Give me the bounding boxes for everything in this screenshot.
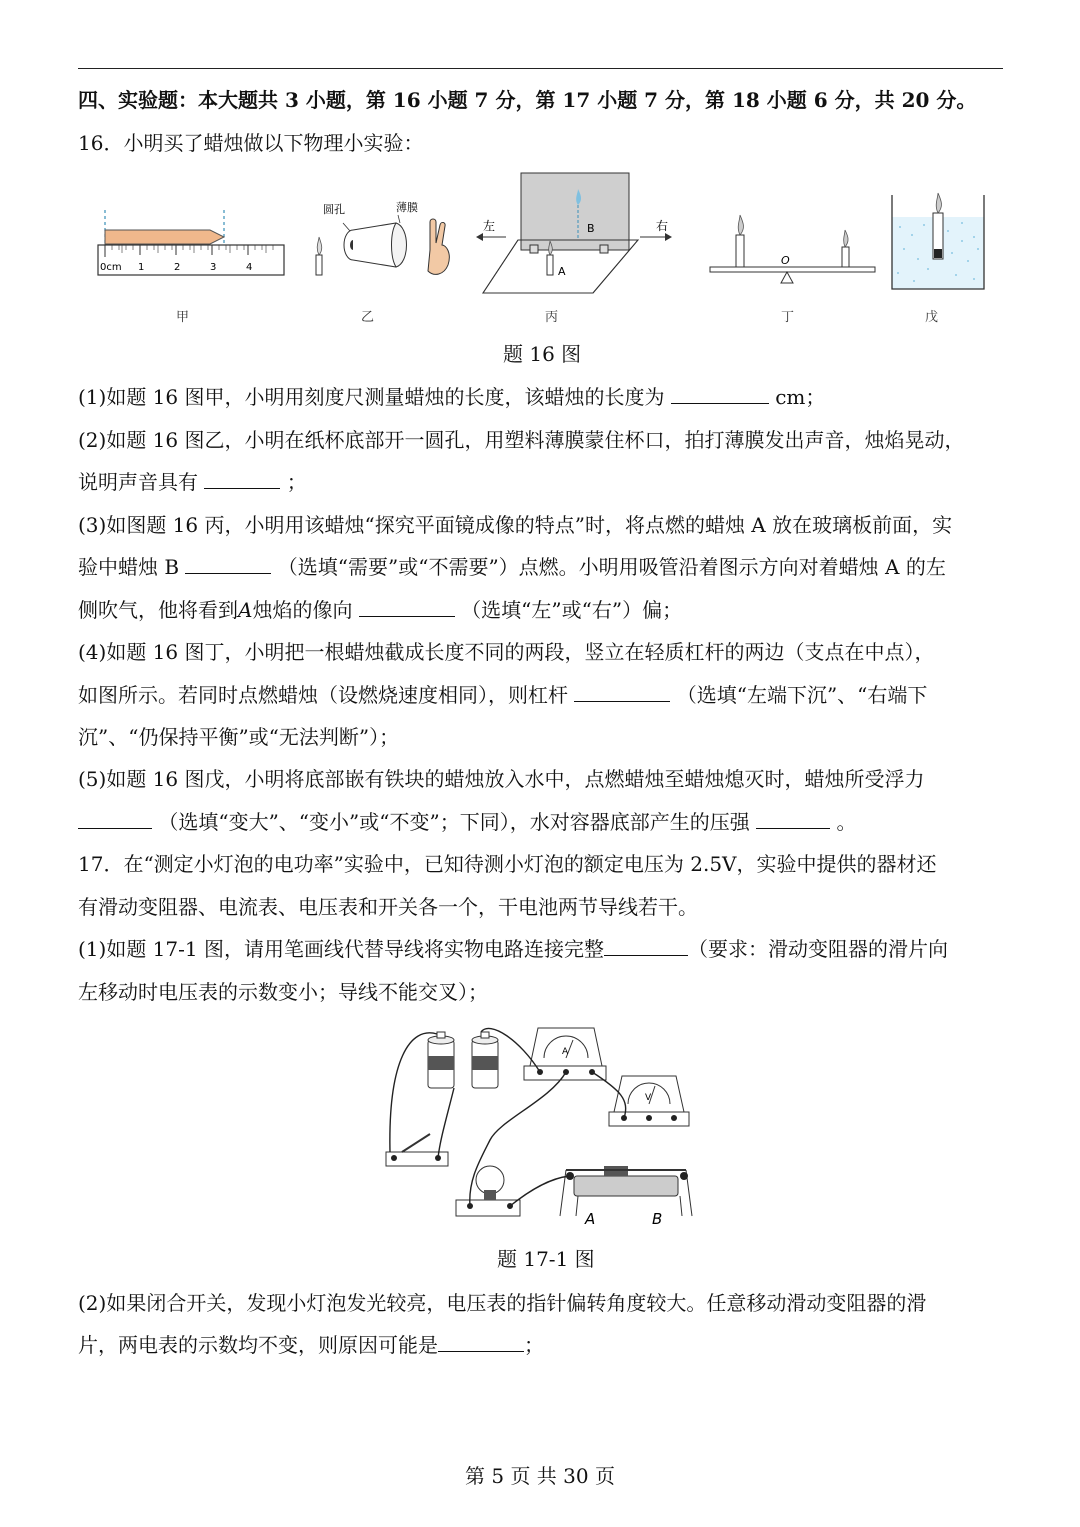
cup-hole-label: 圆孔 (323, 203, 345, 216)
q17-part1-line1: (1)如题 17-1 图，请用笔画线代替导线将实物电路连接完整 （要求：滑动变阻器的滑片向 (78, 937, 948, 961)
rheostat (560, 1166, 692, 1225)
candle-a-label: A (558, 265, 566, 278)
figure-17-1-caption: 题 17-1 图 (497, 1247, 595, 1271)
ruler-tick-1: 1 (138, 262, 145, 273)
plane-mirror-diagram (476, 173, 672, 293)
bulb (456, 1166, 520, 1216)
cup-film-label: 薄膜 (396, 201, 418, 214)
answer-blank[interactable] (574, 681, 670, 702)
panel-label-wu: 戊 (925, 310, 939, 325)
figure-16 (78, 165, 1008, 330)
q16-part2-line2: 说明声音具有 ； (78, 470, 307, 494)
voltmeter (609, 1076, 689, 1126)
cup-candle-diagram (316, 200, 449, 275)
water-container-diagram (892, 193, 984, 289)
panel-label-yi: 乙 (361, 310, 375, 325)
mirror-left-label: 左 (483, 219, 496, 233)
q17-part2-line1: (2)如果闭合开关，发现小灯泡发光较亮，电压表的指针偏转角度较大。任意移动滑动变阻器的滑 (78, 1291, 927, 1315)
ruler-tick-4: 4 (246, 262, 253, 273)
q16-part4-line3: 沉”、“仍保持平衡”或“无法判断”）； (78, 725, 400, 749)
ruler-candle-diagram (98, 210, 284, 275)
answer-blank[interactable] (359, 596, 455, 617)
ruler-zero-label: 0cm (100, 262, 122, 273)
q16-part5-line1: (5)如题 16 图戊，小明将底部嵌有铁块的蜡烛放入水中，点燃蜡烛至蜡烛熄灭时，蜡烛所受浮力 (78, 767, 925, 791)
answer-blank[interactable] (671, 383, 769, 404)
panel-label-jia: 甲 (176, 310, 190, 325)
figure-16-caption: 题 16 图 (503, 342, 582, 366)
voltmeter-label: V (645, 1093, 652, 1103)
q17-stem-line2: 有滑动变阻器、电流表、电压表和开关各一个，干电池两节导线若干。 (78, 895, 698, 919)
answer-blank[interactable] (185, 553, 271, 574)
q16-part3-line2: 验中蜡烛 B （选填“需要”或“不需要”）点燃。小明用吸管沿着图示方向对着蜡烛 A 的左 (78, 555, 946, 579)
figure-17-1 (380, 1020, 710, 1225)
answer-blank[interactable] (438, 1331, 524, 1352)
battery-pair (428, 1032, 498, 1088)
candle-b-label: B (587, 222, 595, 235)
answer-blank[interactable] (604, 935, 688, 956)
q16-part5-line2: （选填“变大”、“变小”或“不变”；下同），水对容器底部产生的压强 。 (78, 808, 856, 836)
answer-blank[interactable] (204, 468, 280, 489)
ruler-tick-2: 2 (174, 262, 181, 273)
q17-part2-line2: 片，两电表的示数均不变，则原因可能是 ； (78, 1333, 544, 1357)
rheostat-end-a-label: A (585, 1210, 596, 1225)
header-rule (78, 68, 1003, 69)
ruler-tick-3: 3 (210, 262, 217, 273)
answer-blank[interactable] (78, 808, 152, 829)
panel-label-bing: 丙 (545, 310, 559, 325)
section-title: 四、实验题：本大题共 3 小题，第 16 小题 7 分，第 17 小题 7 分，第 18 小题 6 分，共 20 分。 (78, 88, 977, 112)
q16-part3-line3: 侧吹气，他将看到A烛焰的像向 （选填“左”或“右”）偏； (78, 598, 683, 622)
lever-diagram (710, 215, 875, 283)
q16-part4-line2: 如图所示。若同时点燃蜡烛（设燃烧速度相同），则杠杆 （选填“左端下沉”、“右端下 (78, 683, 928, 707)
q16-part2-line1: (2)如题 16 图乙，小明在纸杯底部开一圆孔，用塑料薄膜蒙住杯口，拍打薄膜发出声音，烛焰晃动， (78, 428, 965, 452)
page-number: 第 5 页 共 30 页 (465, 1464, 615, 1488)
rheostat-end-b-label: B (652, 1210, 663, 1225)
q16-part3-line1: (3)如图题 16 丙，小明用该蜡烛“探究平面镜成像的特点”时，将点燃的蜡烛 A 放在玻璃板前面，实 (78, 513, 953, 537)
panel-label-ding: 丁 (781, 310, 795, 325)
mirror-right-label: 右 (656, 219, 669, 233)
q16-part1: (1)如题 16 图甲，小明用刻度尺测量蜡烛的长度，该蜡烛的长度为 cm； (78, 385, 826, 409)
lever-pivot-label: O (781, 254, 790, 267)
answer-blank[interactable] (756, 808, 830, 829)
ammeter (524, 1028, 606, 1080)
ammeter-label: A (562, 1047, 569, 1057)
q17-part1-line2: 左移动时电压表的示数变小；导线不能交叉）； (78, 980, 488, 1004)
q16-part4-line1: (4)如题 16 图丁，小明把一根蜡烛截成长度不同的两段，竖立在轻质杠杆的两边（支点在中点）， (78, 640, 935, 664)
q16-stem: 16．小明买了蜡烛做以下物理小实验： (78, 131, 424, 155)
q17-stem-line1: 17．在“测定小灯泡的电功率”实验中，已知待测小灯泡的额定电压为 2.5V，实验中提供的器材还 (78, 852, 937, 876)
